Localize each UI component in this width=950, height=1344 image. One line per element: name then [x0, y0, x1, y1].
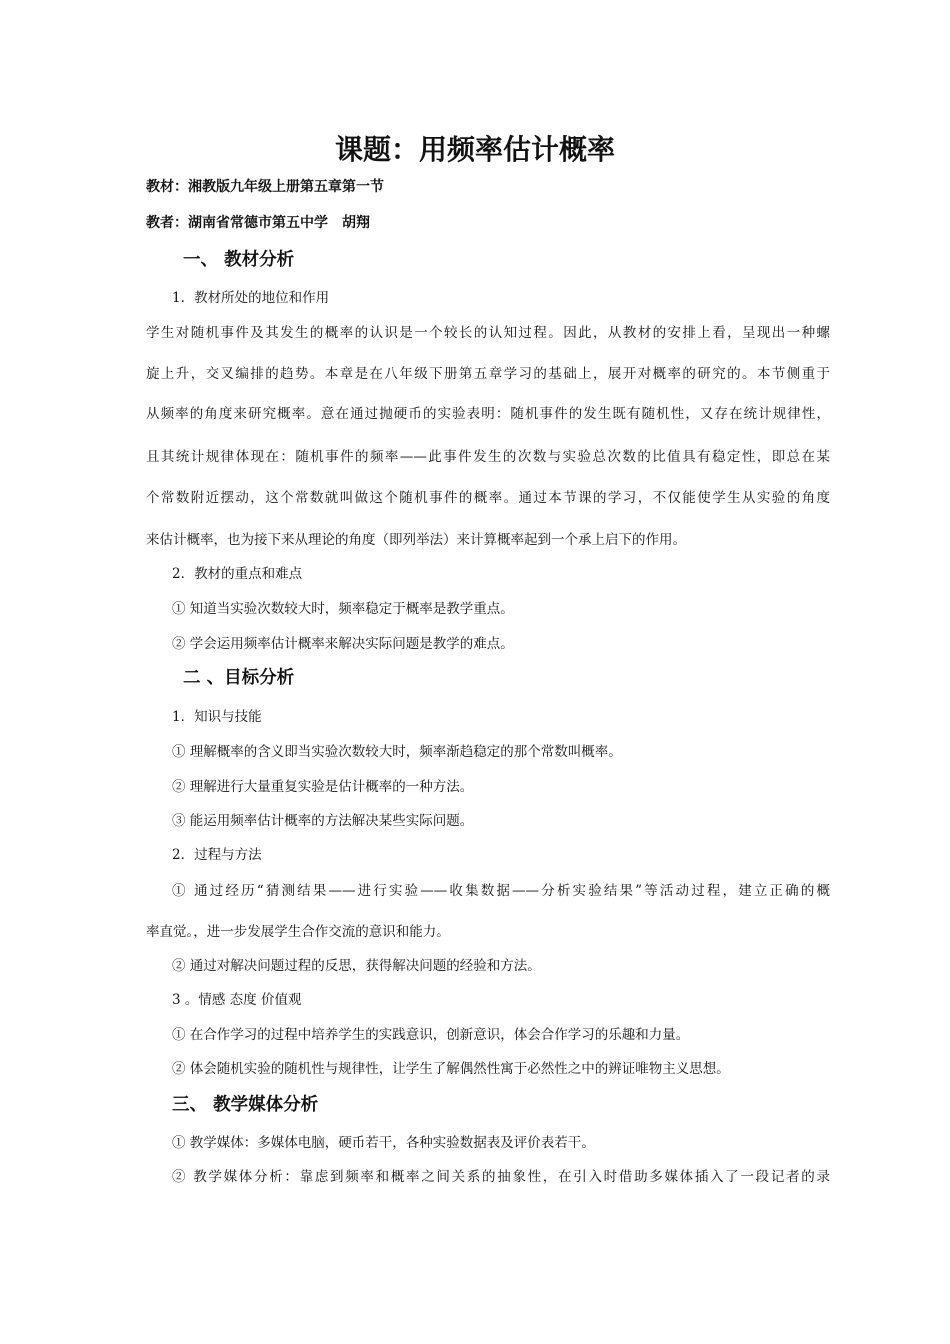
document-title: 课题：用频率估计概率: [334, 133, 615, 166]
section-2-subheading-1: 1．知识与技能: [172, 709, 262, 725]
paragraph-line: 来估计概率，也为接下来从理论的角度（即列举法）来计算概率起到一个承上启下的作用。: [146, 532, 686, 548]
section-1-subheading-2: 2．教材的重点和难点: [172, 566, 303, 582]
knowledge-goal: ③ 能运用频率估计概率的方法解决某些实际问题。: [172, 813, 474, 829]
teacher-line: 教者：湖南省常德市第五中学 胡翔: [146, 215, 370, 231]
paragraph-line: 个常数附近摆动，这个常数就叫做这个随机事件的概率。通过本节课的学习，不仅能使学生从实验的角度: [146, 490, 830, 506]
process-goal: ② 通过对解决问题过程的反思，获得解决问题的经验和方法。: [172, 958, 541, 974]
process-goal-continued: 率直觉。，进一步发展学生合作交流的意识和能力。: [146, 924, 450, 940]
media-item: ① 教学媒体：多媒体电脑，硬币若干，各种实验数据表及评价表若干。: [172, 1135, 595, 1151]
paragraph-line: 学生对随机事件及其发生的概率的认识是一个较长的认知过程。因此，从教材的安排上看，呈现出一种螺: [146, 325, 830, 341]
section-1-heading: 一、 教材分析: [183, 250, 295, 270]
section-1-subheading-1: 1．教材所处的地位和作用: [172, 290, 330, 306]
section-2-subheading-3: 3 。情感 态度 价值观: [172, 992, 302, 1008]
key-point: ① 知道当实验次数较大时，频率稳定于概率是教学重点。: [172, 601, 514, 617]
attitude-goal: ② 体会随机实验的随机性与规律性，让学生了解偶然性寓于必然性之中的辨证唯物主义思想。: [172, 1061, 730, 1077]
section-2-heading: 二 、目标分析: [183, 668, 295, 688]
paragraph-line: 旋上升，交叉编排的趋势。本章是在八年级下册第五章学习的基础上，展开对概率的研究的。本节侧重于: [146, 366, 830, 382]
attitude-goal: ① 在合作学习的过程中培养学生的实践意识，创新意识，体会合作学习的乐趣和力量。: [172, 1027, 690, 1043]
knowledge-goal: ② 理解进行大量重复实验是估计概率的一种方法。: [172, 779, 474, 795]
paragraph-line: 从频率的角度来研究概率。意在通过抛硬币的实验表明：随机事件的发生既有随机性，又存在统计规律性，: [146, 406, 830, 422]
material-line: 教材：湘教版九年级上册第五章第一节: [146, 179, 384, 195]
media-item: ② 教学媒体分析：靠虑到频率和概率之间关系的抽象性，在引入时借助多媒体插入了一段记者的录: [172, 1169, 830, 1185]
section-2-subheading-2: 2．过程与方法: [172, 847, 262, 863]
section-3-heading: 三、 教学媒体分析: [172, 1095, 319, 1115]
knowledge-goal: ① 理解概率的含义即当实验次数较大时，频率渐趋稳定的那个常数叫概率。: [172, 744, 622, 760]
paragraph-line: 且其统计规律体现在：随机事件的频率——此事件发生的次数与实验总次数的比值具有稳定性，即总在某: [146, 449, 830, 465]
difficult-point: ② 学会运用频率估计概率来解决实际问题是教学的难点。: [172, 636, 514, 652]
process-goal: ① 通过经历“猜测结果——进行实验——收集数据——分析实验结果”等活动过程，建立正确的概: [172, 883, 830, 899]
